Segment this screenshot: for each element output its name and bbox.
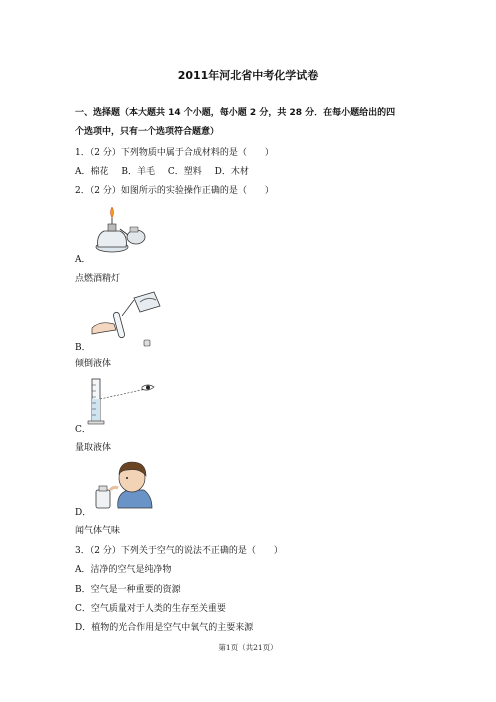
q2-option-c-caption: 量取液体 — [75, 443, 112, 453]
question-1-stem: 1．（2 分）下列物质中属于合成材料的是（ ） — [75, 148, 274, 158]
q2-option-a-caption: 点燃酒精灯 — [75, 274, 121, 284]
graduated-cylinder-image — [88, 377, 158, 425]
q2-option-d-letter: D． — [75, 508, 92, 518]
question-3-stem: 3．（2 分）下列关于空气的说法不正确的是（ ） — [75, 546, 283, 556]
q2-option-c-letter: C． — [75, 425, 91, 435]
q1-option-d: D．木材 — [214, 167, 249, 177]
q3-option-d: D．植物的光合作用是空气中氧气的主要来源 — [75, 623, 254, 633]
q2-option-b-caption: 倾倒液体 — [75, 359, 112, 369]
q1-option-b: B．羊毛 — [121, 167, 155, 177]
smelling-gas-image — [92, 460, 154, 510]
q3-option-b: B．空气是一种重要的资源 — [75, 585, 181, 595]
q2-option-d-caption: 闻气体气味 — [75, 526, 121, 536]
q3-option-c: C．空气质量对于人类的生存至关重要 — [75, 604, 226, 614]
q2-option-b-letter: B． — [75, 343, 91, 353]
q3-option-a: A．洁净的空气是纯净物 — [75, 565, 172, 575]
alcohol-lamp-lighting-image — [90, 207, 150, 255]
section-heading-line2: 个选项中，只有一个选项符合题意） — [75, 127, 220, 137]
q1-option-c: C．塑料 — [167, 167, 202, 177]
question-1-options — [75, 166, 259, 178]
q1-option-a: A．棉花 — [75, 167, 109, 177]
page-footer: 第1页（共21页） — [218, 643, 278, 652]
section-heading-line1: 一、选择题（本大题共 14 个小题，每小题 2 分，共 28 分．在每小题给出的四 — [75, 108, 396, 118]
q2-option-a-letter: A． — [75, 255, 91, 265]
pouring-liquid-image — [88, 290, 168, 348]
page-title: 2011年河北省中考化学试卷 — [177, 69, 319, 82]
question-2-stem: 2．（2 分）如图所示的实验操作正确的是（ ） — [75, 186, 274, 196]
